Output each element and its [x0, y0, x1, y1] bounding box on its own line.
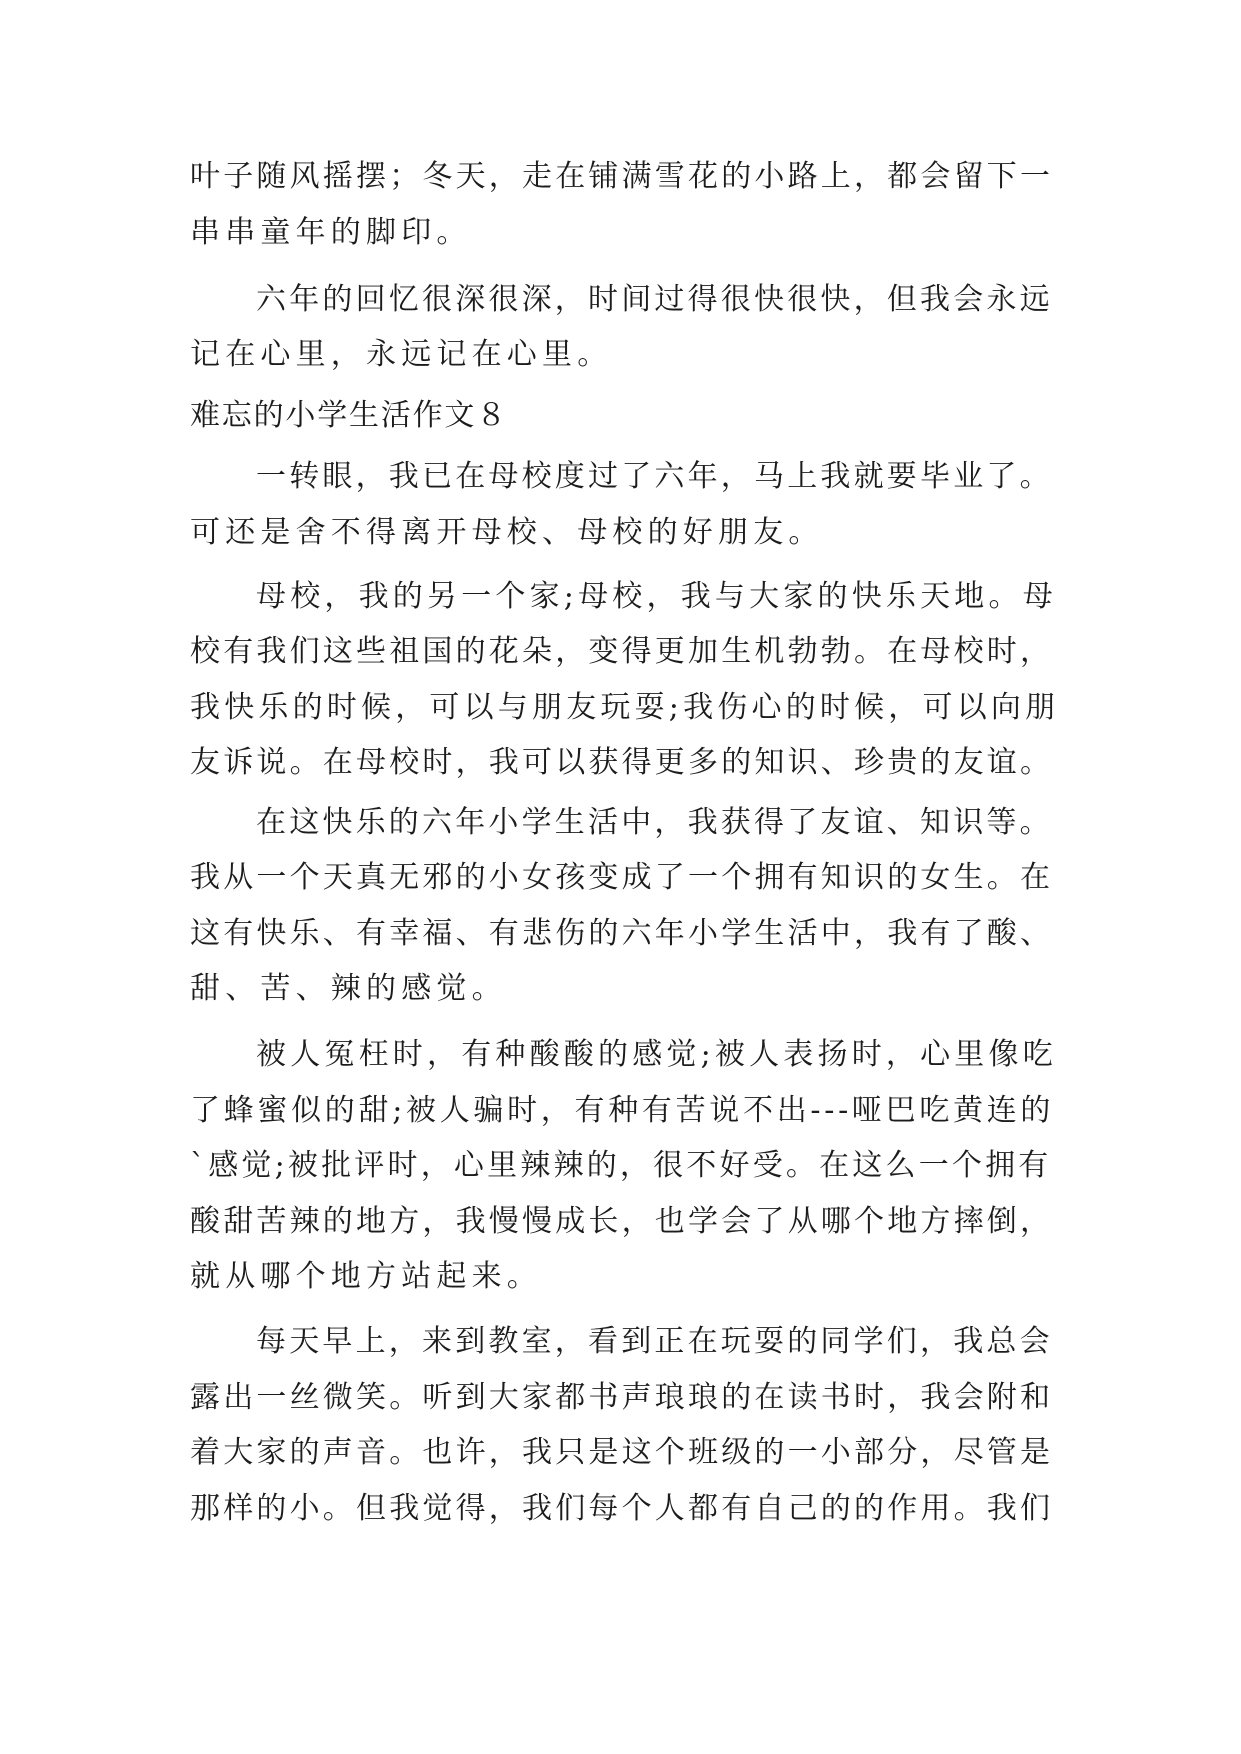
- text-line: 酸甜苦辣的地方，我慢慢成长，也学会了从哪个地方摔倒，: [190, 1204, 1054, 1239]
- text-line: 可还是舍不得离开母校、母校的好朋友。: [190, 515, 824, 550]
- text-line: 了蜂蜜似的甜;被人骗时，有种有苦说不出---哑巴吃黄连的: [190, 1093, 1055, 1128]
- text-line: 就从哪个地方站起来。: [190, 1259, 542, 1294]
- section-heading: 难忘的小学生活作文８: [190, 398, 508, 433]
- text-line: 甜、苦、辣的感觉。: [190, 971, 507, 1006]
- text-line: `感觉;被批评时，心里辣辣的，很不好受。在这么一个拥有: [190, 1148, 1052, 1183]
- text-line: 我快乐的时候，可以与朋友玩耍;我伤心的时候，可以向朋: [190, 690, 1060, 725]
- paragraph-first-line: 每天早上，来到教室，看到正在玩耍的同学们，我总会: [256, 1324, 1053, 1359]
- paragraph-first-line: 母校，我的另一个家;母校，我与大家的快乐天地。母: [256, 579, 1057, 614]
- text-line: 着大家的声音。也许，我只是这个班级的一小部分，尽管是: [190, 1435, 1054, 1470]
- text-line: 友诉说。在母校时，我可以获得更多的知识、珍贵的友谊。: [190, 745, 1054, 780]
- text-line: 这有快乐、有幸福、有悲伤的六年小学生活中，我有了酸、: [190, 916, 1054, 951]
- paragraph-first-line: 在这快乐的六年小学生活中，我获得了友谊、知识等。: [256, 805, 1053, 840]
- text-line: 我从一个天真无邪的小女孩变成了一个拥有知识的女生。在: [190, 860, 1054, 895]
- text-line: 记在心里，永远记在心里。: [190, 337, 613, 372]
- text-line: 叶子随风摇摆；冬天，走在铺满雪花的小路上，都会留下一: [190, 159, 1054, 194]
- text-line: 露出一丝微笑。听到大家都书声琅琅的在读书时，我会附和: [190, 1380, 1054, 1415]
- paragraph-first-line: 六年的回忆很深很深，时间过得很快很快，但我会永远: [256, 282, 1053, 317]
- text-line: 串串童年的脚印。: [190, 215, 472, 250]
- paragraph-first-line: 一转眼，我已在母校度过了六年，马上我就要毕业了。: [256, 459, 1053, 494]
- text-line: 校有我们这些祖国的花朵，变得更加生机勃勃。在母校时，: [190, 634, 1054, 669]
- text-line: 那样的小。但我觉得，我们每个人都有自己的的作用。我们: [190, 1491, 1054, 1526]
- paragraph-first-line: 被人冤枉时，有种酸酸的感觉;被人表扬时，心里像吃: [256, 1037, 1057, 1072]
